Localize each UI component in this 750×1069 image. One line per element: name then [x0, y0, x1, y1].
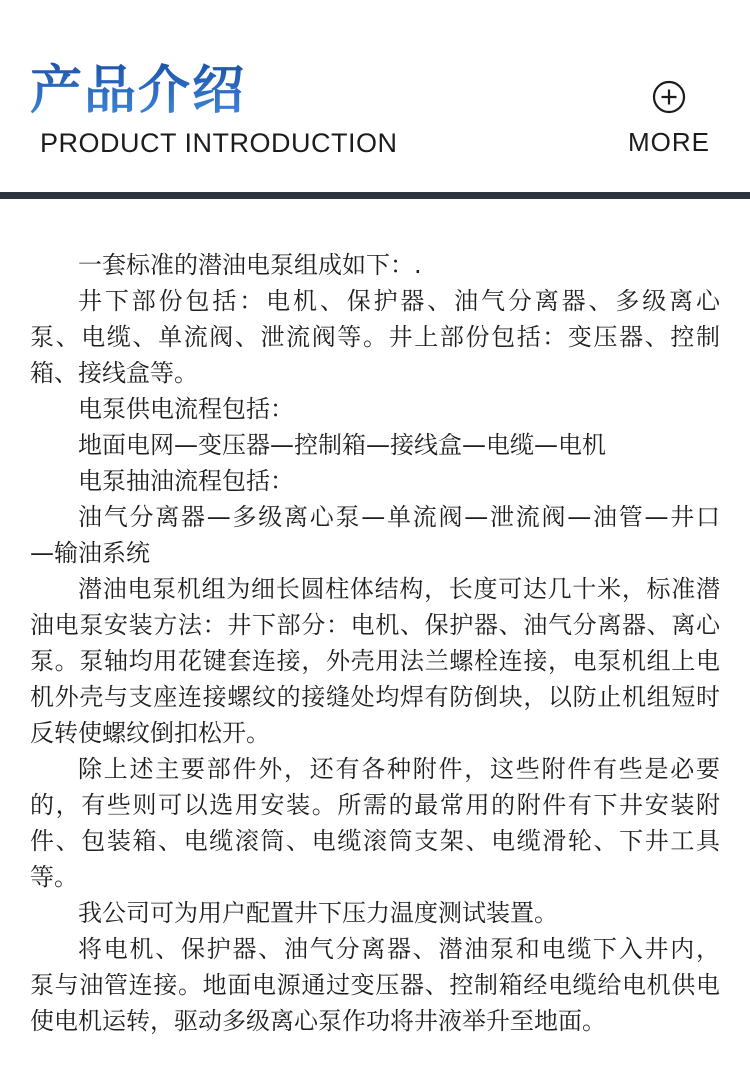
- body-text-line: 电泵抽油流程包括：: [78, 467, 294, 495]
- plus-circle-icon[interactable]: [652, 80, 686, 114]
- body-text-line: 潜油电泵机组为细长圆柱体结构，长度可达几十米，标准潜: [78, 575, 720, 603]
- page-subtitle: PRODUCT INTRODUCTION: [40, 128, 398, 159]
- page-title: 产品介绍: [30, 61, 247, 121]
- body-text-line: 油气分离器—多级离心泵—单流阀—泄流阀—油管—井口: [78, 503, 720, 531]
- body-text-line: 电泵供电流程包括：: [78, 395, 294, 423]
- body-text-line: 井下部份包括：电机、保护器、油气分离器、多级离心: [78, 287, 720, 315]
- body-text-line: 的，有些则可以选用安装。所需的最常用的附件有下井安装附: [30, 791, 720, 819]
- body-text-line: —输油系统: [30, 539, 150, 567]
- body-text-line: 一套标准的潜油电泵组成如下：.: [78, 251, 422, 279]
- body-text-line: 等。: [30, 863, 78, 891]
- body-text-line: 泵与油管连接。地面电源通过变压器、控制箱经电缆给电机供电: [30, 971, 720, 999]
- body-text-line: 反转使螺纹倒扣松开。: [30, 719, 270, 747]
- body-text-line: 泵。泵轴均用花键套连接，外壳用法兰螺栓连接，电泵机组上电: [30, 647, 720, 675]
- body-text-line: 箱、接线盒等。: [30, 359, 198, 387]
- body-text-line: 除上述主要部件外，还有各种附件，这些附件有些是必要: [78, 755, 720, 783]
- product-description: [0, 199, 750, 1039]
- more-label[interactable]: MORE: [628, 127, 710, 157]
- section-divider: [0, 192, 750, 199]
- body-text-line: 使电机运转，驱动多级离心泵作功将井液举升至地面。: [30, 1007, 606, 1035]
- body-text-line: 件、包装箱、电缆滚筒、电缆滚筒支架、电缆滑轮、下井工具: [30, 827, 720, 855]
- body-text-line: 将电机、保护器、油气分离器、潜油泵和电缆下入井内，: [78, 935, 720, 963]
- body-text-line: 油电泵安装方法：井下部分：电机、保护器、油气分离器、离心: [30, 611, 720, 639]
- body-text-line: 机外壳与支座连接螺纹的接缝处均焊有防倒块，以防止机组短时: [30, 683, 720, 711]
- section-header: [0, 0, 750, 192]
- more-button[interactable]: [628, 80, 710, 158]
- body-text-line: 泵、电缆、单流阀、泄流阀等。井上部份包括：变压器、控制: [30, 323, 720, 351]
- body-text-line: 地面电网—变压器—控制箱—接线盒—电缆—电机: [78, 431, 606, 459]
- body-text-line: 我公司可为用户配置井下压力温度测试装置。: [78, 899, 558, 927]
